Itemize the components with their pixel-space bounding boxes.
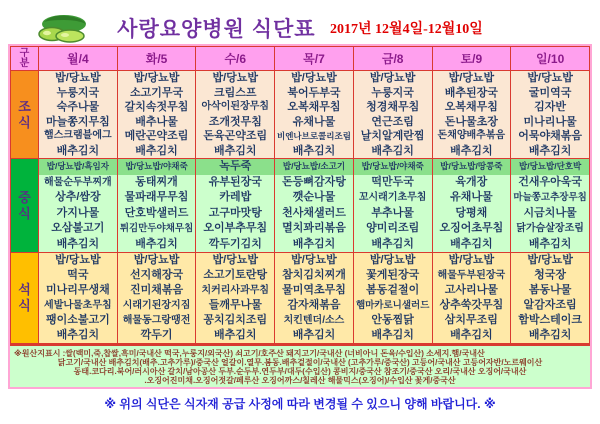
menu-item: 치커리사과무침 (201, 285, 270, 296)
menu-cell-0-4 (353, 71, 432, 159)
day-header-3: 수/6 (196, 47, 275, 71)
menu-cell-2-3 (275, 253, 354, 344)
menu-item: 소고기무국 (129, 86, 184, 99)
menu-item: 밥/당뇨밥/땅콩죽 (433, 159, 511, 175)
menu-item: 함박스테이크 (518, 314, 582, 326)
menu-item: 들깨무나물 (208, 299, 262, 311)
menu-item: 깍두기김치 (208, 237, 262, 250)
menu-item: 해물두부된장국 (437, 270, 506, 281)
menu-cell-0-3 (275, 71, 354, 159)
origin-line-4: .오징어진미채.오징어젓갈/페루산 오징어까스/칠레산 해물믹스(오징어)/수입산 꽃게/중국산 (144, 376, 456, 385)
menu-cell-1-0 (39, 159, 118, 253)
menu-item: 미나리나물 (523, 115, 577, 128)
menu-item: 건새우아욱국 (518, 175, 582, 188)
menu-item: 밥/당뇨밥 (369, 72, 416, 84)
menu-item: 부추나물 (371, 206, 414, 219)
menu-cell-2-1 (117, 253, 196, 344)
date-range: 2017년 12월4일-12월10일 (330, 22, 483, 37)
menu-item: 봄동나물 (528, 284, 572, 296)
menu-item: 참치김치찌개 (282, 269, 346, 281)
menu-item: 카레밥 (219, 191, 252, 203)
table-frame (8, 44, 592, 389)
menu-item: 떡국 (67, 269, 89, 281)
menu-item: 꼬시래기초무침 (358, 192, 427, 203)
menu-item: 동태찌개 (135, 175, 178, 188)
meal-row-1 (11, 159, 590, 253)
menu-item: 오이부추무침 (203, 222, 268, 234)
menu-item: 배추김치 (450, 237, 493, 250)
menu-item: 밥/당뇨밥/흑임자 (39, 159, 117, 175)
menu-item: 누룽지국 (56, 86, 100, 99)
menu-item: 숙주나물 (56, 101, 100, 113)
menu-item: 유부된장국 (208, 175, 262, 188)
menu-item: 밥/당뇨밥/소고기 (275, 159, 353, 175)
menu-item: 물미역초무침 (282, 284, 346, 296)
menu-item: 시래기된장지짐 (122, 300, 191, 311)
change-notice: ※ 위의 식단은 식자재 공급 사정에 따라 변경될 수 있으니 양해 바랍니다. ※ (104, 397, 496, 411)
menu-item: 돈육곤약조림 (203, 130, 268, 142)
menu-item: 아삭이된장무침 (201, 101, 270, 112)
menu-item: 오삼불고기 (51, 222, 105, 234)
menu-item: 밥/당뇨밥 (527, 254, 573, 266)
menu-item: 꽁치김치조림 (203, 314, 268, 326)
day-header-7: 일/10 (511, 47, 590, 71)
menu-table (10, 46, 590, 344)
menu-item: 밥/당뇨밥/야채죽 (354, 159, 432, 175)
menu-item: 청경채무침 (366, 101, 420, 113)
menu-item: 밥/당뇨밥 (448, 72, 495, 84)
menu-item: 천사채샐러드 (282, 206, 346, 219)
menu-item: 감자채볶음 (287, 299, 341, 311)
menu-cell-0-1 (117, 71, 196, 159)
menu-item: 배추김치 (135, 237, 178, 250)
menu-item: 양미리조림 (366, 222, 420, 234)
menu-item: 고구마맛탕 (208, 206, 262, 219)
menu-item: 밥/당뇨밥 (212, 72, 259, 84)
menu-item: 배추김치 (371, 329, 414, 341)
menu-cell-0-0 (39, 71, 118, 159)
menu-item: 배추김치 (214, 144, 257, 157)
menu-item: 연근조림 (371, 115, 414, 128)
menu-item: 밥/당뇨밥 (212, 254, 259, 266)
menu-item: 닭가슴살장조림 (516, 223, 584, 234)
menu-item: 마늘쫑고추장무침 (513, 192, 587, 203)
menu-cell-2-5 (432, 253, 511, 344)
menu-body (11, 71, 590, 344)
menu-item: 유채나물 (450, 191, 493, 203)
menu-item: 멸치꽈리볶음 (282, 222, 346, 234)
menu-item: 메란곤약조림 (124, 130, 189, 142)
page-title: 사랑요양병원 식단표 (117, 18, 316, 41)
origin-box (10, 344, 590, 387)
menu-item: 배추김치 (528, 329, 572, 341)
menu-item: 북어두부국 (287, 86, 341, 99)
origin-line-1: ※원산지표시 :쌀(백미,죽,찹쌀,흑미/국내산 떡국,누룽지/외국산) 쇠고기/호주산 돼지고기/국내산 (너비아니 돈육/수입산) 소세지.햄/국내산 (14, 349, 485, 358)
menu-item: 돈채양배추볶음 (437, 130, 506, 141)
meal-row-2 (11, 253, 590, 344)
day-header-1: 월/4 (39, 47, 118, 71)
menu-item: 밥/당뇨밥 (369, 254, 416, 266)
menu-cell-2-6 (511, 253, 590, 344)
meal-row-0 (11, 71, 590, 159)
menu-cell-2-0 (39, 253, 118, 344)
menu-item: 배추김치 (528, 144, 572, 157)
menu-item: 밥/당뇨밥 (133, 254, 180, 266)
menu-item: 상추/쌈장 (55, 191, 101, 203)
menu-item: 마늘쫑지무침 (45, 115, 110, 128)
menu-item: 배추나물 (135, 115, 178, 128)
menu-item: 돈등뼈감자탕 (282, 175, 346, 188)
menu-item: 상추쑥갓무침 (439, 299, 504, 311)
menu-item: 가지나물 (56, 206, 100, 219)
menu-item: 배추김치 (371, 144, 414, 157)
menu-item: 시금치나물 (523, 206, 577, 219)
menu-item: 오징어초무침 (439, 222, 504, 234)
menu-item: 밥/당뇨밥 (291, 254, 337, 266)
menu-item: 팽이소불고기 (45, 314, 110, 326)
menu-cell-1-2 (196, 159, 275, 253)
menu-cell-0-2 (196, 71, 275, 159)
menu-item: 고사리나물 (444, 284, 498, 296)
menu-item: 오복채무침 (287, 101, 341, 113)
menu-item: 배추김치 (450, 144, 493, 157)
menu-item: 해물동그랑땡전 (122, 315, 191, 326)
menu-item: 돈나물초장 (444, 115, 498, 128)
corner-label: 구 분 (11, 47, 39, 71)
meal-label-2: 석 식 (11, 253, 39, 344)
menu-item: 배추김치 (292, 144, 336, 157)
menu-item: 치킨텐더/소스 (283, 315, 345, 326)
menu-item: 세발나물초무침 (44, 300, 112, 311)
menu-item: 배추김치 (292, 329, 336, 341)
menu-item: 깍두기 (140, 329, 173, 341)
menu-item: 진미채볶음 (129, 284, 184, 296)
menu-item: 배추김치 (56, 329, 100, 341)
origin-line-2: 닭고기/국내산 배추김치(배추.고추가루)/중국산 얼갈이.열무.봄동.배추겉절이/국내산 (고추가루/중국산) 고등어/국내산 고등어자반/노르웨이산 (57, 358, 543, 367)
menu-item: 미나리무생채 (45, 284, 110, 296)
menu-item: 단호박샐러드 (124, 206, 189, 219)
menu-item: 꽃게된장국 (366, 269, 420, 281)
menu-item: 배추김치 (528, 237, 572, 250)
menu-item: 밥/당뇨밥 (133, 72, 180, 84)
day-header-5: 금/8 (353, 47, 432, 71)
menu-item: 배추김치 (292, 237, 336, 250)
menu-item: 물파래무무침 (124, 191, 189, 203)
vegetable-icon (34, 12, 90, 49)
menu-item: 밥/당뇨밥 (527, 72, 573, 84)
menu-item: 유채나물 (292, 115, 336, 128)
menu-item: 당평채 (455, 206, 488, 219)
meal-label-1: 중 식 (11, 159, 39, 253)
menu-item: 김자반 (534, 101, 567, 113)
header-row (11, 47, 590, 71)
menu-item: 선지해장국 (129, 269, 184, 281)
menu-item: 삼치무조림 (444, 314, 498, 326)
menu-item: 배추김치 (450, 329, 493, 341)
menu-item: 햄스크램블에그 (44, 130, 112, 141)
origin-line-3: 동태.코다리.북어/러시아산 갈치/남아공산 두부.순두부.연두부/대두(수입산) 콩비지/중국산 참조기/중국산 오리/국내산 오징어/국내산 (73, 367, 527, 376)
menu-cell-1-1 (117, 159, 196, 253)
menu-item: 육개장 (455, 175, 488, 188)
title-bar (0, 0, 600, 44)
menu-cell-2-4 (353, 253, 432, 344)
menu-item: 햄마카로니샐러드 (355, 300, 430, 311)
menu-item: 날치알계란찜 (360, 130, 425, 142)
menu-cell-1-3 (275, 159, 354, 253)
day-header-4: 목/7 (275, 47, 354, 71)
menu-item: 청국장 (534, 269, 567, 281)
menu-item: 소고기토란탕 (203, 269, 268, 281)
menu-item: 밥/당뇨밥 (55, 254, 101, 266)
meal-label-0: 조 식 (11, 71, 39, 159)
day-header-6: 토/9 (432, 47, 511, 71)
menu-item: 배추김치 (56, 144, 100, 157)
menu-item: 밥/당뇨밥 (291, 72, 337, 84)
menu-item: 어묵야채볶음 (518, 130, 582, 142)
menu-item: 누룽지국 (371, 86, 414, 99)
menu-item: 비엔나브로콜리조림 (277, 131, 351, 141)
menu-item: 조개젓무침 (208, 115, 262, 128)
menu-item: 알감자조림 (523, 299, 577, 311)
menu-cell-2-2 (196, 253, 275, 344)
menu-item: 해물순두부찌개 (44, 176, 112, 188)
menu-item: 굴미역국 (528, 86, 572, 99)
menu-cell-0-6 (511, 71, 590, 159)
menu-cell-0-5 (432, 71, 511, 159)
menu-item: 떡만두국 (371, 175, 414, 188)
menu-item: 밥/당뇨밥/단호박 (511, 159, 589, 175)
menu-item: 봄동겉절이 (366, 284, 420, 296)
menu-item: 갈치속젓무침 (124, 101, 189, 113)
day-header-2: 화/5 (117, 47, 196, 71)
menu-item: 배추된장국 (444, 86, 498, 99)
menu-item: 배추김치 (135, 144, 178, 157)
menu-item: 안동찜닭 (371, 314, 414, 326)
menu-item: 크림스프 (214, 86, 257, 99)
menu-item: 깻순나물 (292, 191, 336, 203)
menu-item: 녹두죽 (196, 159, 274, 175)
menu-cell-1-4 (353, 159, 432, 253)
menu-cell-1-6 (511, 159, 590, 253)
menu-cell-1-5 (432, 159, 511, 253)
menu-item: 밥/당뇨밥/야채죽 (118, 159, 196, 175)
menu-item: 배추김치 (56, 237, 100, 250)
menu-item: 배추김치 (214, 329, 257, 341)
menu-item: 밥/당뇨밥 (55, 72, 101, 84)
menu-item: 오복채무침 (444, 101, 498, 113)
menu-item: 튀김만두야채무침 (119, 223, 194, 234)
menu-item: 밥/당뇨밥 (448, 254, 495, 266)
menu-item: 배추김치 (371, 237, 414, 250)
